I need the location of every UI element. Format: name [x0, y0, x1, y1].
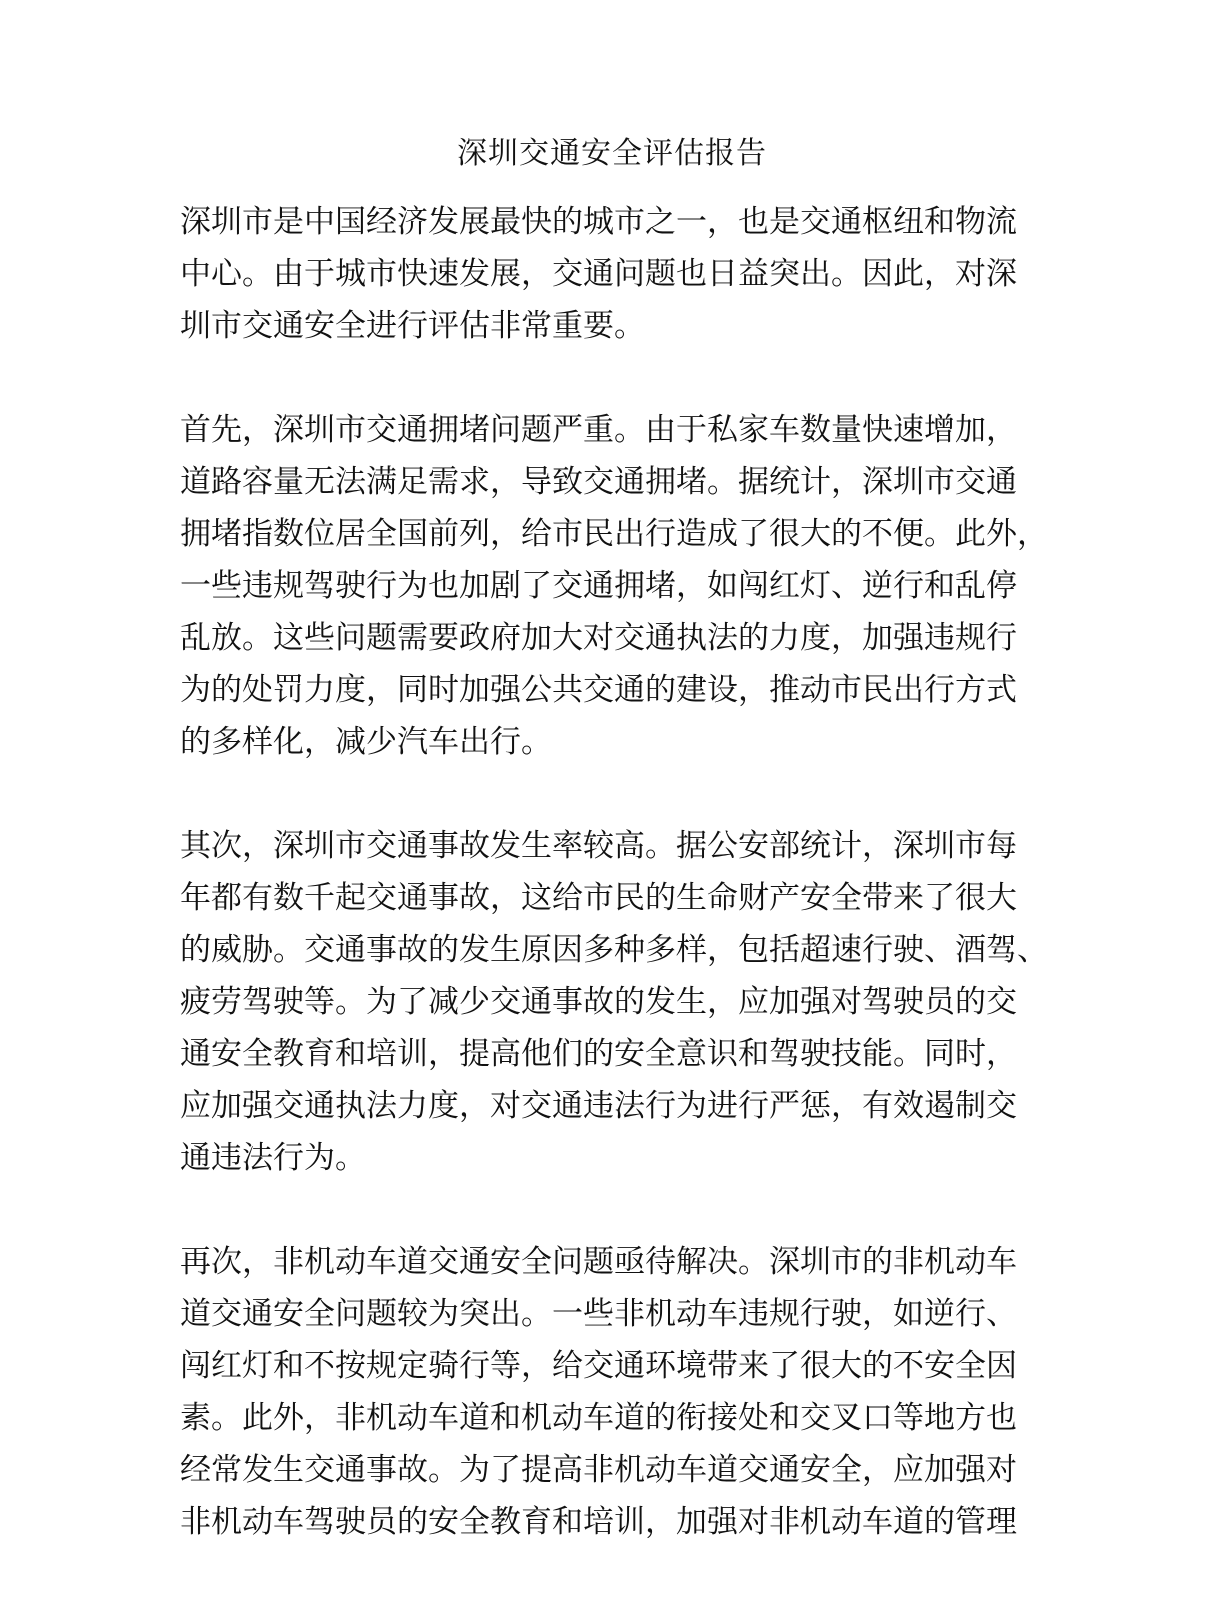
- text-line: 闯红灯和不按规定骑行等，给交通环境带来了很大的不安全因: [180, 1348, 1017, 1384]
- text-line: 一些违规驾驶行为也加剧了交通拥堵，如闯红灯、逆行和乱停: [180, 568, 1017, 604]
- text-line: 的威胁。交通事故的发生原因多种多样，包括超速行驶、酒驾、: [180, 932, 1048, 968]
- text-line: 拥堵指数位居全国前列，给市民出行造成了很大的不便。此外，: [180, 516, 1048, 552]
- text-line: 中心。由于城市快速发展，交通问题也日益突出。因此，对深: [180, 256, 1017, 292]
- text-line: 年都有数千起交通事故，这给市民的生命财产安全带来了很大: [180, 880, 1017, 916]
- paragraph-congestion: [180, 404, 1060, 768]
- text-line: 的多样化，减少汽车出行。: [180, 724, 552, 760]
- text-line: 深圳市是中国经济发展最快的城市之一，也是交通枢纽和物流: [180, 204, 1017, 240]
- paragraph-intro: [180, 196, 1060, 352]
- text-line: 圳市交通安全进行评估非常重要。: [180, 308, 645, 344]
- text-line: 素。此外，非机动车道和机动车道的衔接处和交叉口等地方也: [180, 1400, 1017, 1436]
- text-line: 首先，深圳市交通拥堵问题严重。由于私家车数量快速增加，: [180, 412, 1017, 448]
- paragraph-non-motor-lanes: [180, 1236, 1060, 1548]
- document-body: [180, 196, 1060, 1600]
- text-line: 疲劳驾驶等。为了减少交通事故的发生，应加强对驾驶员的交: [180, 984, 1017, 1020]
- text-line: 乱放。这些问题需要政府加大对交通执法的力度，加强违规行: [180, 620, 1017, 656]
- text-line: 应加强交通执法力度，对交通违法行为进行严惩，有效遏制交: [180, 1088, 1017, 1124]
- document-title: 深圳交通安全评估报告: [457, 136, 767, 171]
- text-line: 通违法行为。: [180, 1140, 366, 1176]
- text-line: 经常发生交通事故。为了提高非机动车道交通安全，应加强对: [180, 1452, 1017, 1488]
- text-line: 道交通安全问题较为突出。一些非机动车违规行驶，如逆行、: [180, 1296, 1017, 1332]
- text-line: 再次，非机动车道交通安全问题亟待解决。深圳市的非机动车: [180, 1244, 1017, 1280]
- text-line: 非机动车驾驶员的安全教育和培训，加强对非机动车道的管理: [180, 1504, 1017, 1540]
- text-line: 其次，深圳市交通事故发生率较高。据公安部统计，深圳市每: [180, 828, 1017, 864]
- text-line: 通安全教育和培训，提高他们的安全意识和驾驶技能。同时，: [180, 1036, 1017, 1072]
- text-line: 为的处罚力度，同时加强公共交通的建设，推动市民出行方式: [180, 672, 1017, 708]
- paragraph-accidents: [180, 820, 1060, 1184]
- text-line: 道路容量无法满足需求，导致交通拥堵。据统计，深圳市交通: [180, 464, 1017, 500]
